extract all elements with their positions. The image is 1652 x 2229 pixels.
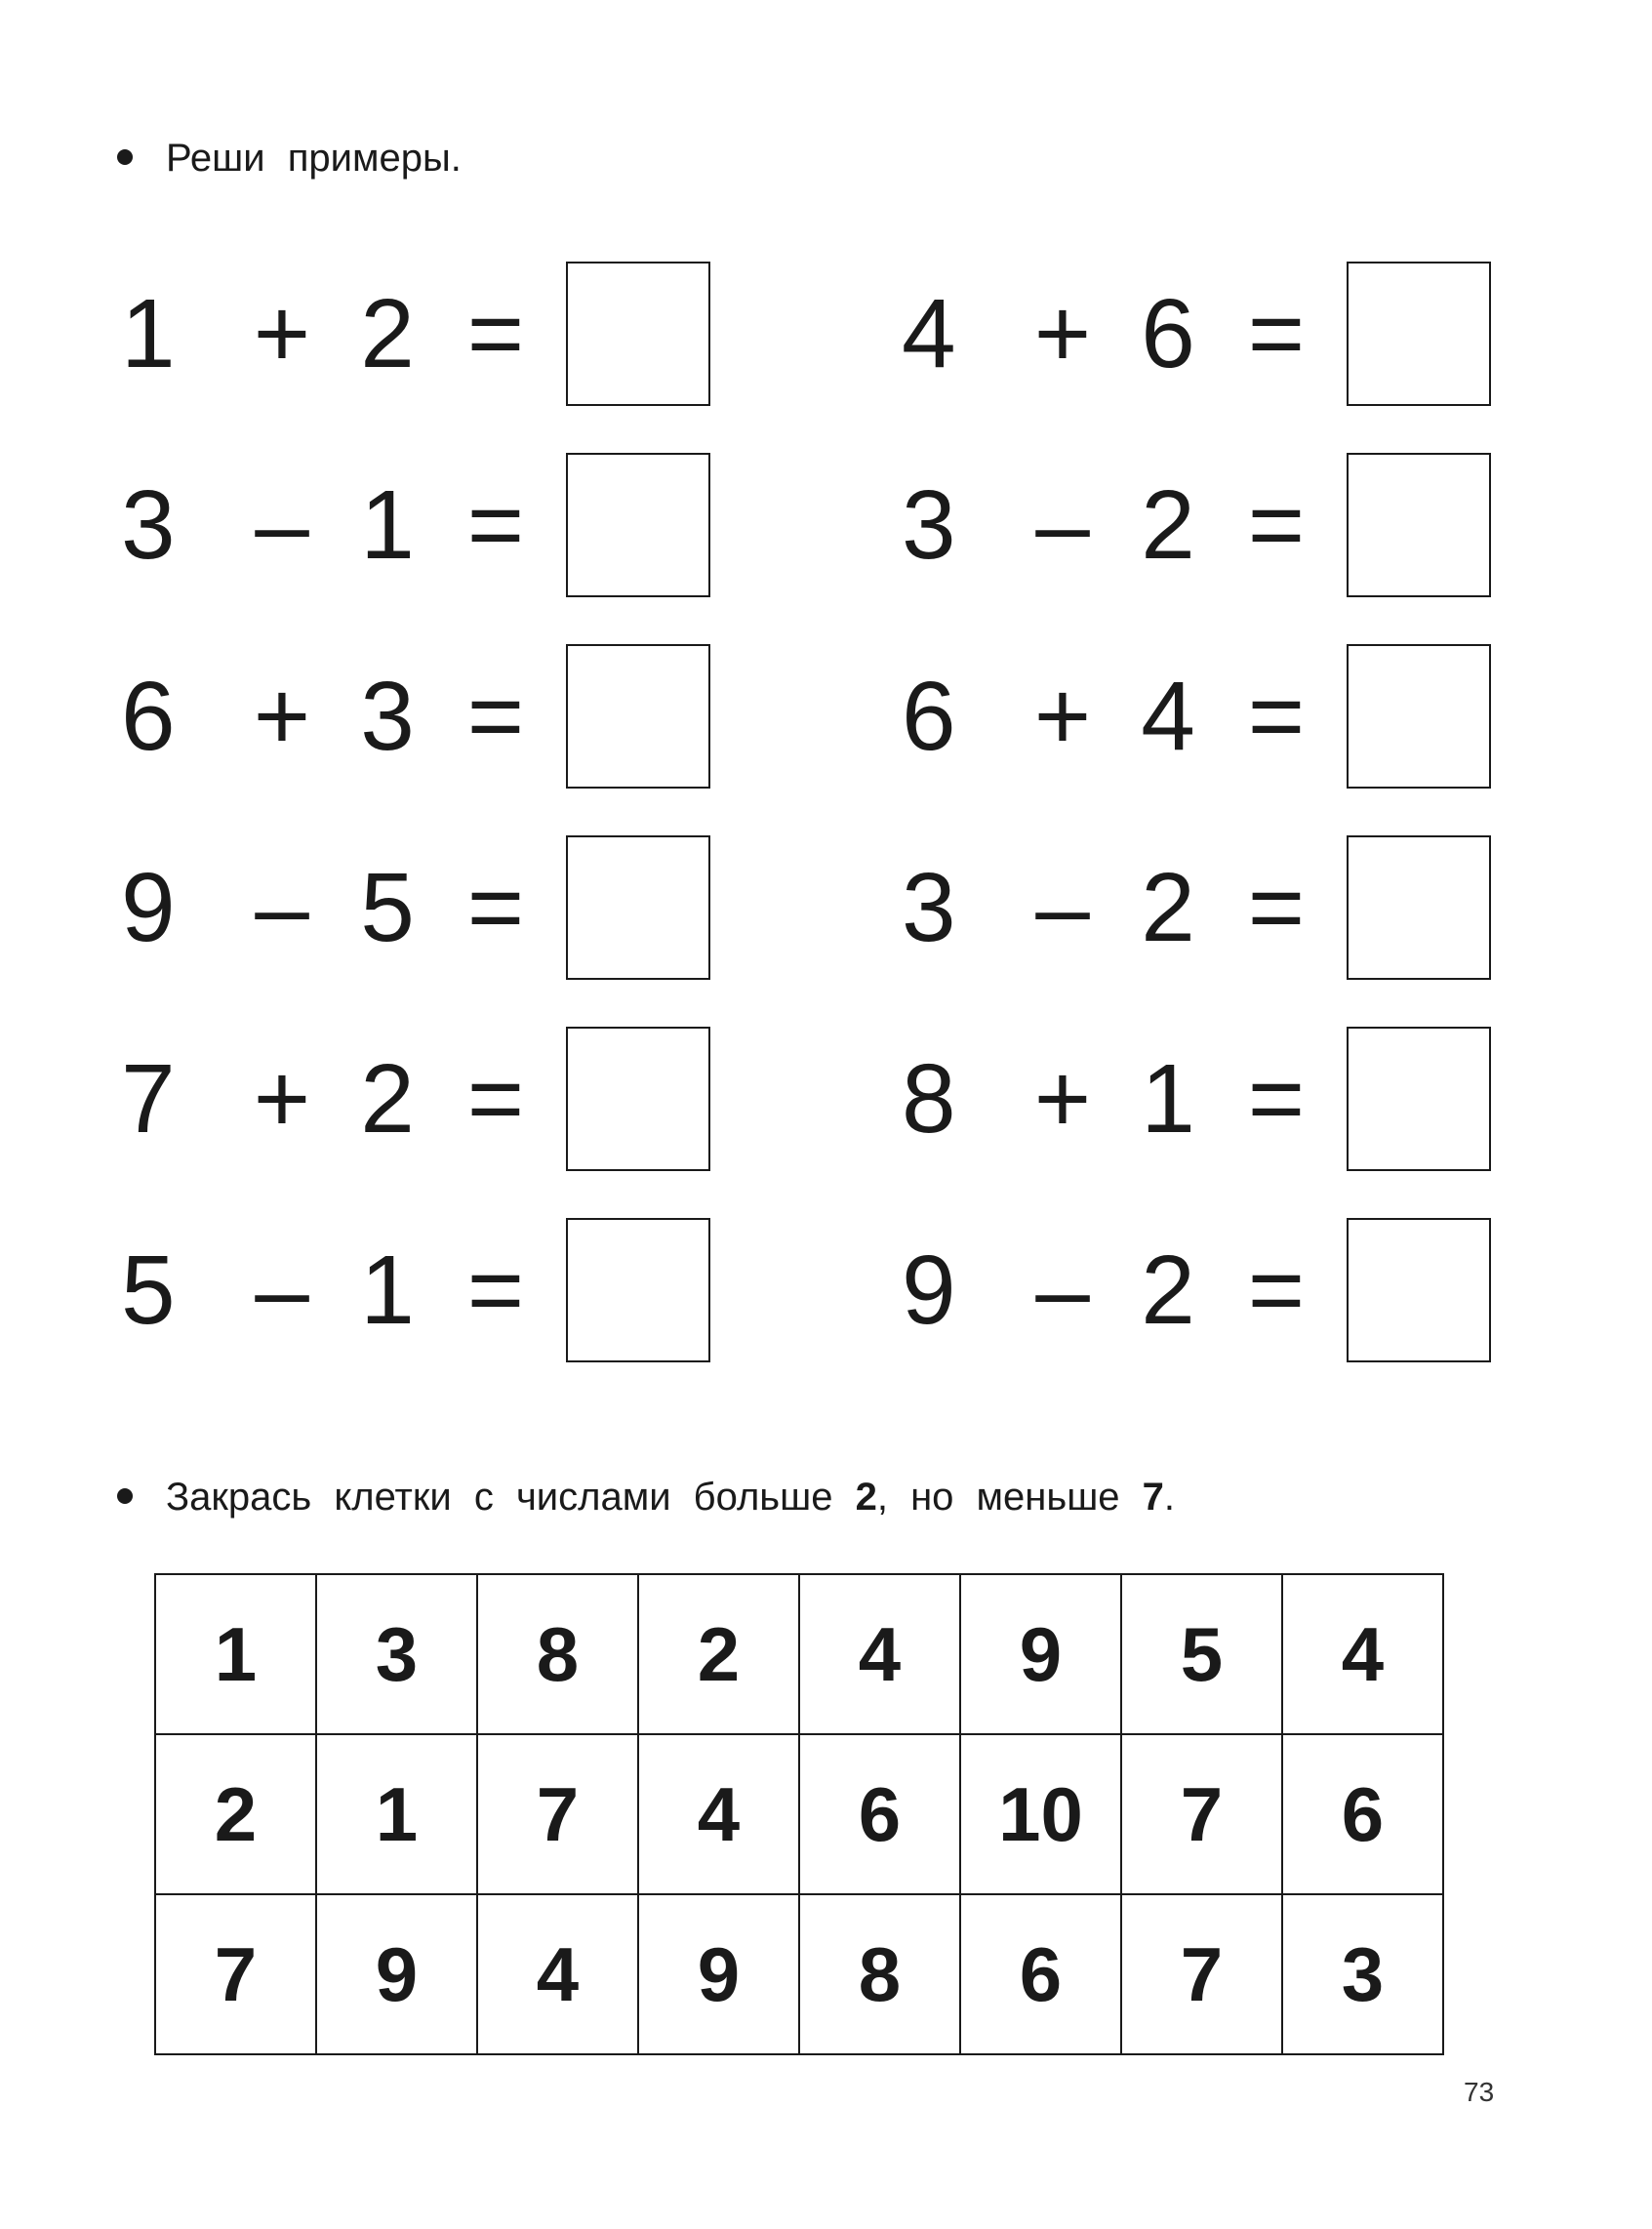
operator: – (255, 470, 309, 580)
grid-cell[interactable]: 5 (1121, 1574, 1282, 1734)
grid-cell[interactable]: 8 (477, 1574, 638, 1734)
operand-b: 2 (360, 279, 415, 388)
task-2-text-end: . (1163, 1476, 1176, 1519)
task-2-max-number: 7 (1142, 1476, 1164, 1519)
operator: + (1033, 279, 1092, 388)
equals-sign: = (466, 470, 525, 580)
operand-b: 6 (1141, 279, 1195, 388)
bullet-icon (117, 1488, 133, 1504)
operator: – (1035, 470, 1090, 580)
grid-cell[interactable]: 10 (960, 1734, 1121, 1894)
operator: + (1033, 1044, 1092, 1154)
operand-b: 2 (1141, 1236, 1195, 1345)
answer-box[interactable] (1347, 262, 1491, 406)
equals-sign: = (1247, 279, 1306, 388)
equation-row (902, 1027, 1507, 1171)
equation-row (902, 644, 1507, 789)
equation-row (121, 1218, 726, 1362)
operand-a: 5 (121, 1236, 176, 1345)
answer-box[interactable] (566, 835, 710, 980)
equation-row (902, 262, 1507, 406)
equals-sign: = (466, 279, 525, 388)
equation-row (902, 1218, 1507, 1362)
answer-box[interactable] (566, 453, 710, 597)
equation-row (121, 453, 726, 597)
operand-b: 4 (1141, 662, 1195, 771)
answer-box[interactable] (566, 1218, 710, 1362)
operand-b: 1 (360, 470, 415, 580)
grid-cell[interactable]: 2 (155, 1734, 316, 1894)
grid-cell[interactable]: 7 (1121, 1894, 1282, 2054)
operand-a: 4 (902, 279, 956, 388)
answer-box[interactable] (1347, 1027, 1491, 1171)
operand-a: 6 (902, 662, 956, 771)
operand-b: 2 (360, 1044, 415, 1154)
grid-cell[interactable]: 3 (1282, 1894, 1443, 2054)
answer-box[interactable] (1347, 644, 1491, 789)
operand-a: 6 (121, 662, 176, 771)
operand-b: 3 (360, 662, 415, 771)
operand-a: 3 (121, 470, 176, 580)
operand-b: 1 (360, 1236, 415, 1345)
equals-sign: = (1247, 1236, 1306, 1345)
operand-a: 8 (902, 1044, 956, 1154)
grid-cell[interactable]: 1 (155, 1574, 316, 1734)
grid-cell[interactable]: 1 (316, 1734, 477, 1894)
grid-cell[interactable]: 4 (799, 1574, 960, 1734)
operand-b: 5 (360, 853, 415, 962)
equation-row (121, 644, 726, 789)
task-2-instruction (117, 1474, 1175, 1520)
task-2-text-start: Закрась клетки с числами больше (166, 1476, 856, 1519)
operand-b: 2 (1141, 853, 1195, 962)
grid-cell[interactable]: 9 (960, 1574, 1121, 1734)
equals-sign: = (1247, 1044, 1306, 1154)
grid-cell[interactable]: 6 (1282, 1734, 1443, 1894)
operator: + (253, 662, 311, 771)
operand-a: 3 (902, 470, 956, 580)
page-number: 73 (1464, 2077, 1495, 2107)
equations-left-column (121, 262, 726, 1409)
equals-sign: = (466, 1236, 525, 1345)
operand-a: 1 (121, 279, 176, 388)
grid-cell[interactable]: 4 (638, 1734, 799, 1894)
task-1-text: Реши примеры. (166, 137, 462, 180)
equals-sign: = (1247, 662, 1306, 771)
answer-box[interactable] (566, 644, 710, 789)
equals-sign: = (466, 1044, 525, 1154)
operand-a: 3 (902, 853, 956, 962)
equation-row (902, 835, 1507, 980)
operand-a: 7 (121, 1044, 176, 1154)
equals-sign: = (1247, 470, 1306, 580)
grid-cell[interactable]: 6 (960, 1894, 1121, 2054)
operand-b: 2 (1141, 470, 1195, 580)
number-grid (154, 1573, 1444, 2055)
operator: + (253, 279, 311, 388)
operator: – (255, 1236, 309, 1345)
task-2-min-number: 2 (855, 1476, 877, 1519)
grid-cell[interactable]: 2 (638, 1574, 799, 1734)
grid-cell[interactable]: 8 (799, 1894, 960, 2054)
grid-cell[interactable]: 4 (477, 1894, 638, 2054)
grid-row (155, 1894, 1443, 2054)
grid-cell[interactable]: 4 (1282, 1574, 1443, 1734)
equals-sign: = (1247, 853, 1306, 962)
answer-box[interactable] (1347, 1218, 1491, 1362)
operator: + (253, 1044, 311, 1154)
equation-row (121, 1027, 726, 1171)
operator: + (1033, 662, 1092, 771)
answer-box[interactable] (1347, 835, 1491, 980)
operand-a: 9 (902, 1236, 956, 1345)
task-2-text-mid: , но меньше (876, 1476, 1143, 1519)
grid-cell[interactable]: 7 (155, 1894, 316, 2054)
grid-cell[interactable]: 9 (316, 1894, 477, 2054)
equation-row (902, 453, 1507, 597)
answer-box[interactable] (566, 262, 710, 406)
bullet-icon (117, 149, 133, 165)
equations-right-column (902, 262, 1507, 1409)
equation-row (121, 262, 726, 406)
answer-box[interactable] (566, 1027, 710, 1171)
grid-row (155, 1574, 1443, 1734)
operator: – (1035, 853, 1090, 962)
grid-row (155, 1734, 1443, 1894)
grid-cell[interactable]: 6 (799, 1734, 960, 1894)
equation-row (121, 835, 726, 980)
operand-a: 9 (121, 853, 176, 962)
answer-box[interactable] (1347, 453, 1491, 597)
task-1-instruction (117, 135, 462, 182)
grid-cell[interactable]: 7 (477, 1734, 638, 1894)
equals-sign: = (466, 853, 525, 962)
operand-b: 1 (1141, 1044, 1195, 1154)
operator: – (255, 853, 309, 962)
grid-cell[interactable]: 3 (316, 1574, 477, 1734)
grid-cell[interactable]: 7 (1121, 1734, 1282, 1894)
grid-cell[interactable]: 9 (638, 1894, 799, 2054)
equals-sign: = (466, 662, 525, 771)
operator: – (1035, 1236, 1090, 1345)
